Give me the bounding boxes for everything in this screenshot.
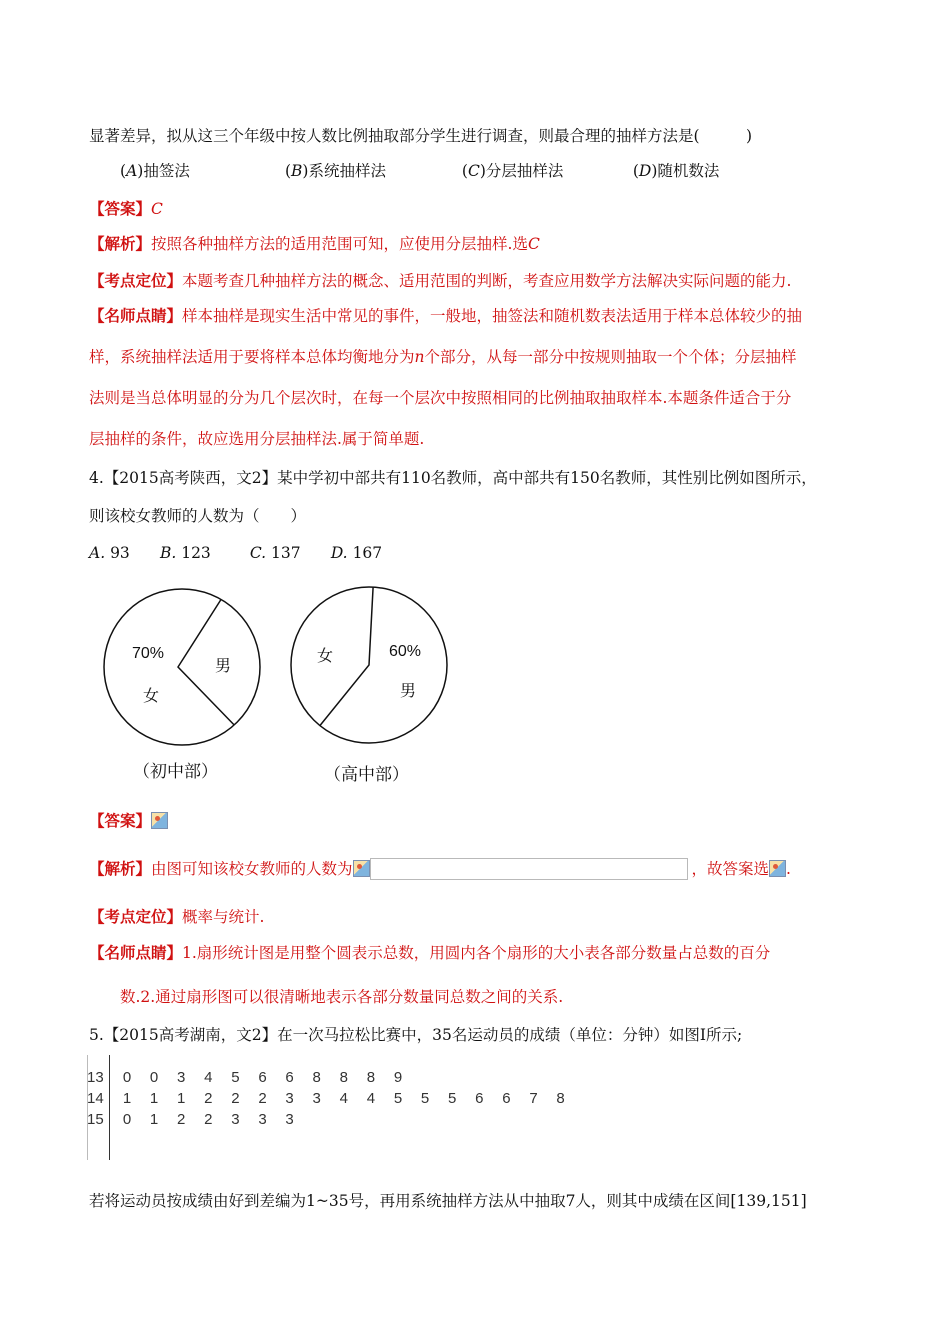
- pie-senior-male-percent: 60%: [389, 643, 422, 660]
- stem-leaf-row: [87, 1090, 687, 1110]
- leaf-value: 7: [529, 1090, 538, 1107]
- leaf-value: 0: [122, 1069, 132, 1086]
- q3-answer: 【答案】C: [89, 199, 163, 218]
- leaf-value: 2: [258, 1090, 267, 1107]
- leaf-value: 1: [149, 1111, 159, 1128]
- stem-and-leaf-plot: [87, 1055, 687, 1160]
- q5-last-line: 若将运动员按成绩由好到差编为1~35号，再用系统抽样方法从中抽取7人，则其中成绩在区间[139,151]: [89, 1192, 807, 1210]
- q4-answer: 【答案】: [89, 810, 168, 832]
- leaf-value: 4: [366, 1090, 376, 1107]
- pie-senior-caption: （高中部）: [324, 765, 409, 785]
- leaf-value: 2: [177, 1111, 186, 1128]
- leaf-value: 3: [177, 1069, 186, 1086]
- q4-choices: [89, 542, 382, 564]
- leaf-value: 6: [502, 1090, 511, 1107]
- leaf-value: 2: [204, 1111, 213, 1128]
- q4-choice-c: C. 137: [249, 544, 301, 562]
- q3-option-c: (C)分层抽样法: [461, 162, 564, 180]
- leaf-value: 6: [475, 1090, 484, 1107]
- q3-tips-line-3: 法则是当总体明显的分为几个层次时，在每一个层次中按照相同的比例抽取抽取样本.本题条件适合于分: [89, 389, 792, 407]
- leaf-value: 6: [258, 1069, 267, 1086]
- q4-choice-b: B. 123: [159, 544, 211, 562]
- q4-analysis: 【解析】由图可知该校女教师的人数为 ，故答案选 .: [89, 859, 791, 878]
- broken-image-icon: [769, 860, 786, 877]
- broken-image-icon: [353, 860, 370, 877]
- q3-tips-line-4: 层抽样的条件，故应选用分层抽样法.属于简单题.: [89, 430, 425, 448]
- leaf-value: 8: [339, 1069, 348, 1086]
- leaf-value: 5: [448, 1090, 457, 1107]
- leaf-value: 4: [339, 1090, 348, 1107]
- leaf-value: 3: [231, 1111, 240, 1128]
- leaf-value: 4: [204, 1069, 213, 1086]
- q4-line-1: 4.【2015高考陕西，文2】某中学初中部共有110名教师，高中部共有150名教师，其性别比例如图所示，: [89, 469, 817, 487]
- leaf-value: 1: [122, 1090, 132, 1107]
- q3-options: [120, 160, 719, 182]
- q4-line-2: 则该校女教师的人数为（ ）: [89, 507, 307, 525]
- leaf-value: 3: [312, 1090, 321, 1107]
- broken-image-icon: [151, 812, 168, 829]
- leaf-value: 3: [285, 1090, 294, 1107]
- pie-junior-circle: [104, 589, 260, 745]
- stem-leaf-row: [87, 1111, 687, 1131]
- q3-option-b: (B)系统抽样法: [284, 162, 386, 180]
- q3-analysis: 【解析】按照各种抽样方法的适用范围可知，应使用分层抽样.选C: [89, 234, 540, 253]
- pie-senior-male-label: 男: [400, 681, 417, 700]
- q3-option-d: (D)随机数法: [632, 162, 720, 180]
- q3-stem-tail: 显著差异，拟从这三个年级中按人数比例抽取部分学生进行调查，则最合理的抽样方法是( ): [89, 127, 753, 145]
- stem-leaf-row: [87, 1069, 687, 1089]
- pie-junior-caption: （初中部）: [133, 762, 218, 782]
- q3-tips-line-1: 【名师点睛】样本抽样是现实生活中常见的事件，一般地，抽签法和随机数表法适用于样本总体较少的抽: [89, 306, 803, 325]
- leaf-value: 5: [420, 1090, 430, 1107]
- q4-point: 【考点定位】概率与统计.: [89, 907, 265, 926]
- leaf-value: 5: [231, 1069, 240, 1086]
- pie-chart-junior: [95, 585, 280, 755]
- q4-tips-line-1: 【名师点睛】1.扇形统计图是用整个圆表示总数，用圆内各个扇形的大小表各部分数量占总数的百分: [89, 943, 771, 962]
- leaf-value: 5: [393, 1090, 403, 1107]
- q3-point: 【考点定位】本题考查几种抽样方法的概念、适用范围的判断，考查应用数学方法解决实际问题的能力.: [89, 271, 792, 290]
- q3-option-a: (A)抽签法: [120, 162, 190, 180]
- leaf-value: 6: [285, 1069, 294, 1086]
- pie-junior-female-percent: 70%: [132, 645, 165, 662]
- q3-tips-line-2: 样，系统抽样法适用于要将样本总体均衡地分为n个部分，从每一部分中按规则抽取一个个体；分层抽样: [89, 348, 797, 366]
- q4-choice-d: D. 167: [330, 544, 383, 562]
- leaf-value: 2: [231, 1090, 240, 1107]
- stem-value: 13: [87, 1069, 104, 1086]
- pie-senior-female-label: 女: [317, 646, 334, 665]
- leaf-value: 9: [393, 1069, 403, 1086]
- q5-line-1: 5.【2015高考湖南，文2】在一次马拉松比赛中，35名运动员的成绩（单位：分钟）如图I所示;: [89, 1026, 743, 1044]
- formula-placeholder-box: [370, 858, 688, 880]
- leaf-value: 1: [177, 1090, 186, 1107]
- leaf-value: 3: [285, 1111, 294, 1128]
- q4-tips-line-2: 数.2.通过扇形图可以很清晰地表示各部分数量同总数之间的关系.: [120, 988, 564, 1006]
- pie-junior-female-label: 女: [143, 686, 160, 705]
- stem-value: 15: [87, 1111, 104, 1128]
- leaf-value: 8: [366, 1069, 376, 1086]
- leaf-value: 2: [204, 1090, 213, 1107]
- q4-choice-a: A. 93: [89, 544, 130, 562]
- leaf-value: 8: [556, 1090, 565, 1107]
- stem-value: 14: [87, 1090, 104, 1107]
- pie-junior-male-label: 男: [215, 656, 232, 675]
- leaf-value: 3: [258, 1111, 267, 1128]
- leaf-value: 0: [149, 1069, 159, 1086]
- leaf-value: 8: [312, 1069, 321, 1086]
- leaf-value: 0: [122, 1111, 132, 1128]
- pie-chart-senior: [282, 585, 467, 755]
- leaf-value: 1: [149, 1090, 159, 1107]
